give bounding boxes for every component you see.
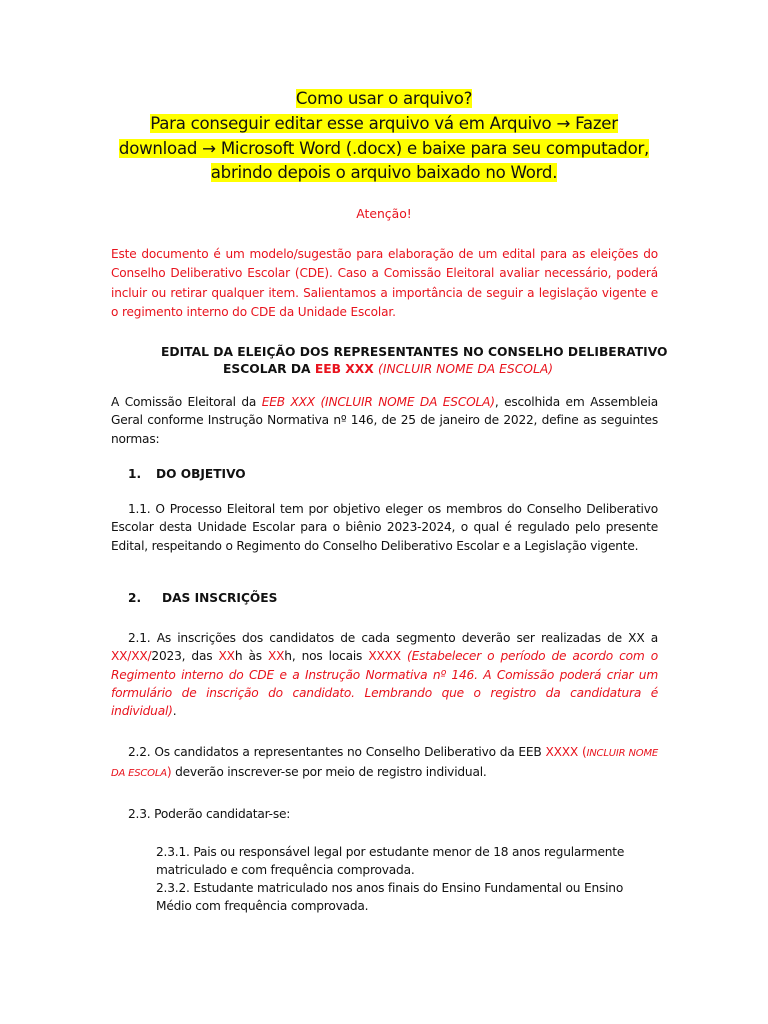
how-to-line-2: Para conseguir editar esse arquivo vá em Arquivo → Fazer xyxy=(150,113,618,133)
clause-2-1-instruction: (Estabelecer o período de acordo com o Regimento interno do CDE e a Instrução Normativa nº 146. A Comissão poderá criar um formulário de inscrição do candidato. Lembrando que o registro da candidatura é individual) xyxy=(111,649,658,719)
title-school: EEB XXX xyxy=(314,362,374,376)
intro-school-placeholder: EEB XXX (INCLUIR NOME DA ESCOLA) xyxy=(261,395,495,409)
attention-heading: Atenção! xyxy=(356,206,412,221)
clause-1-1: 1.1. O Processo Eleitoral tem por objetivo eleger os membros do Conselho Deliberativo Escolar desta Unidade Escolar para o biênio 2023-2024, o qual é regulado pelo presente Edital, respeitando o Regimento do Conselho Deliberativo Escolar e a Legislação vigente. xyxy=(111,502,658,553)
clause-2-1-text: 2023, das xyxy=(151,649,219,664)
clause-2-1-hour-placeholder: XX xyxy=(218,649,235,664)
clause-2-2-paren: ( xyxy=(578,745,587,759)
clause-2-2-text: deverão inscrever-se por meio de registro individual. xyxy=(171,765,487,780)
clause-2-1-text: h às xyxy=(234,649,268,664)
title-prefix: ESCOLAR DA xyxy=(223,362,315,376)
clause-2-2-school-instruction: INCLUIR NOME DA ESCOLA xyxy=(111,748,658,780)
disclaimer-paragraph: Este documento é um modelo/sugestão para elaboração de um edital para as eleições do Conselho Deliberativo Escolar (CDE). Caso a Comissão Eleitoral avaliar necessário, poderá incluir ou retirar qualquer item. Salientamos a importância de seguir a legislação vigente e o regimento interno do CDE da Unidade Escolar. xyxy=(111,247,658,319)
clause-2-3-2: 2.3.2. Estudante matriculado nos anos finais do Ensino Fundamental ou Ensino Médio com frequência comprovada. xyxy=(156,881,624,914)
clause-2-1-hour-placeholder: XX xyxy=(267,649,285,664)
clause-2-1 xyxy=(111,629,658,720)
clause-2-1-text: h, nos locais xyxy=(284,649,369,664)
clause-2-3-1: 2.3.1. Pais ou responsável legal por estudante menor de 18 anos regularmente matriculado e com frequência comprovada. xyxy=(156,845,625,878)
section-1-heading xyxy=(128,465,246,483)
how-to-line-4: abrindo depois o arquivo baixado no Word. xyxy=(210,163,558,183)
how-to-line-1: Como usar o arquivo? xyxy=(295,89,473,108)
intro-part-2: , escolhida em Assembleia Geral conforme Instrução Normativa nº 146, de 25 de janeiro de 2022, define as seguintes normas: xyxy=(111,395,658,446)
title-line-1: EDITAL DA ELEIÇÃO DOS REPRESENTANTES NO CONSELHO DELIBERATIVO xyxy=(161,345,668,359)
section-1-number: 1. xyxy=(128,467,142,481)
clause-2-2-school-placeholder: XXXX xyxy=(545,745,579,759)
clause-2-1-text: 2.1. As inscrições dos candidatos de cada segmento deverão ser realizadas de XX a xyxy=(128,631,658,645)
section-2-title: DAS INSCRIÇÕES xyxy=(162,591,278,605)
clause-2-2-text: 2.2. Os candidatos a representantes no Conselho Deliberativo da EEB xyxy=(128,745,546,759)
section-1-title: DO OBJETIVO xyxy=(156,467,246,481)
intro-paragraph xyxy=(111,393,658,448)
how-to-use-note xyxy=(100,87,668,186)
clause-2-2-paren: ) xyxy=(166,765,172,780)
section-2-number: 2. xyxy=(128,591,142,605)
intro-part-1: A Comissão Eleitoral da xyxy=(111,395,262,409)
clause-2-1-location-placeholder: XXXX xyxy=(368,649,401,664)
title-school-placeholder: (INCLUIR NOME DA ESCOLA) xyxy=(378,362,554,376)
title-line-2 xyxy=(223,360,553,378)
clause-2-1-period: . xyxy=(172,704,177,719)
clause-2-1-date-placeholder: XX/XX/ xyxy=(111,649,152,664)
clause-2-3: 2.3. Poderão candidatar-se: xyxy=(128,807,291,821)
section-2-heading xyxy=(128,589,277,607)
clause-2-2 xyxy=(111,743,658,784)
how-to-line-3: download → Microsoft Word (.docx) e baixe para seu computador, xyxy=(118,138,650,158)
